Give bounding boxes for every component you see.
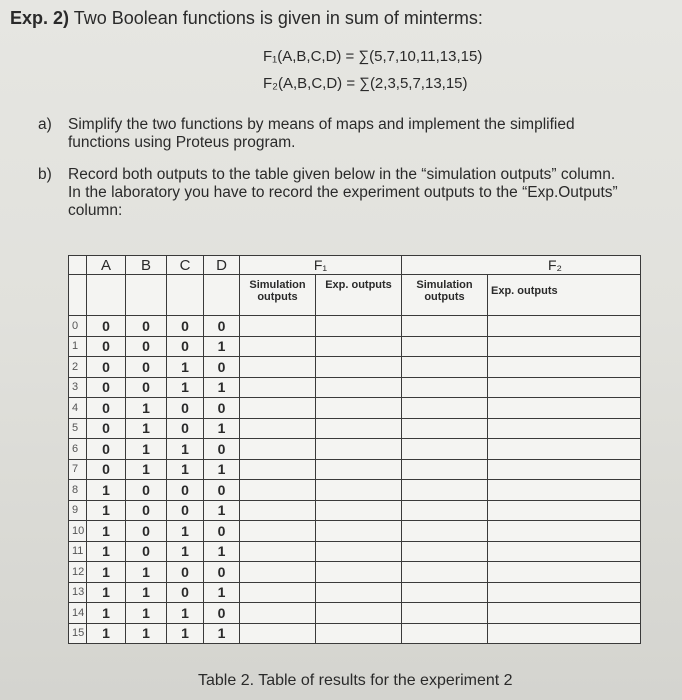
bit-a: 1 [87, 582, 126, 603]
row-index: 10 [69, 521, 87, 542]
bit-b: 1 [126, 582, 167, 603]
exp1-cell [316, 459, 402, 480]
header-index [69, 256, 87, 275]
exp2-cell [488, 418, 641, 439]
header-d: D [204, 256, 240, 275]
table-row [69, 521, 641, 542]
exp2-cell [488, 357, 641, 378]
subheader-row [69, 275, 641, 316]
bit-c: 0 [167, 500, 204, 521]
exp2-cell [488, 582, 641, 603]
exp1-cell [316, 603, 402, 624]
table-row [69, 582, 641, 603]
exp1-cell [316, 377, 402, 398]
bit-d: 0 [204, 562, 240, 583]
bit-c: 1 [167, 541, 204, 562]
equation-f1: F₁(A,B,C,D) = ∑(5,7,10,11,13,15) [263, 48, 483, 65]
exp1-cell [316, 480, 402, 501]
exp1-cell [316, 582, 402, 603]
table-row [69, 500, 641, 521]
exp2-cell [488, 500, 641, 521]
bit-b: 1 [126, 439, 167, 460]
exp2-cell [488, 623, 641, 644]
header-b: B [126, 256, 167, 275]
exp2-cell [488, 336, 641, 357]
bit-a: 0 [87, 377, 126, 398]
bit-c: 1 [167, 603, 204, 624]
sim2-cell [402, 582, 488, 603]
sim2-cell [402, 439, 488, 460]
bit-a: 1 [87, 480, 126, 501]
bit-c: 0 [167, 418, 204, 439]
bit-a: 1 [87, 500, 126, 521]
sim2-cell [402, 562, 488, 583]
bit-d: 1 [204, 336, 240, 357]
bit-d: 1 [204, 582, 240, 603]
row-index: 1 [69, 336, 87, 357]
table-row [69, 562, 641, 583]
exp2-cell [488, 439, 641, 460]
bit-c: 1 [167, 459, 204, 480]
sim2-cell [402, 623, 488, 644]
bit-d: 1 [204, 623, 240, 644]
table-row [69, 439, 641, 460]
sim1-cell [240, 357, 316, 378]
bit-c: 0 [167, 480, 204, 501]
item-a-line1: Simplify the two functions by means of maps and implement the simplified [68, 116, 575, 133]
bit-b: 0 [126, 480, 167, 501]
bit-d: 0 [204, 439, 240, 460]
exp1-header: Exp. outputs [316, 275, 402, 316]
bit-d: 1 [204, 500, 240, 521]
bit-a: 1 [87, 541, 126, 562]
sim1-cell [240, 398, 316, 419]
table-row [69, 623, 641, 644]
bit-a: 0 [87, 459, 126, 480]
bit-a: 0 [87, 398, 126, 419]
bit-b: 0 [126, 316, 167, 337]
bit-d: 0 [204, 603, 240, 624]
exp2-cell [488, 541, 641, 562]
bit-d: 1 [204, 418, 240, 439]
bit-d: 1 [204, 459, 240, 480]
sim2-cell [402, 500, 488, 521]
bit-b: 0 [126, 357, 167, 378]
equation-f2: F₂(A,B,C,D) = ∑(2,3,5,7,13,15) [263, 75, 468, 92]
exp1-cell [316, 418, 402, 439]
bit-d: 1 [204, 541, 240, 562]
exp2-cell [488, 459, 641, 480]
bit-d: 1 [204, 377, 240, 398]
table-row [69, 480, 641, 501]
item-a-line2: functions using Proteus program. [68, 134, 296, 151]
exercise-text: Two Boolean functions is given in sum of minterms: [73, 8, 483, 28]
sim1-header: Simulation outputs [240, 275, 316, 316]
bit-b: 0 [126, 377, 167, 398]
bit-b: 1 [126, 398, 167, 419]
sim2-cell [402, 418, 488, 439]
instruction-a [38, 116, 648, 152]
bit-b: 1 [126, 418, 167, 439]
sim2-cell [402, 459, 488, 480]
exp2-cell [488, 562, 641, 583]
bit-d: 0 [204, 357, 240, 378]
row-index: 2 [69, 357, 87, 378]
bit-d: 0 [204, 398, 240, 419]
exp1-cell [316, 439, 402, 460]
exp1-cell [316, 398, 402, 419]
sim2-cell [402, 357, 488, 378]
item-a-label: a) [38, 116, 52, 133]
bit-d: 0 [204, 480, 240, 501]
bit-b: 0 [126, 500, 167, 521]
header-a: A [87, 256, 126, 275]
sim2-cell [402, 603, 488, 624]
bit-c: 1 [167, 357, 204, 378]
sim1-cell [240, 459, 316, 480]
sim1-cell [240, 541, 316, 562]
instruction-b [38, 166, 678, 220]
item-b-label: b) [38, 166, 52, 183]
bit-a: 1 [87, 521, 126, 542]
sim1-cell [240, 336, 316, 357]
sim1-cell [240, 418, 316, 439]
sim2-cell [402, 377, 488, 398]
exp1-cell [316, 500, 402, 521]
bit-a: 1 [87, 623, 126, 644]
row-index: 13 [69, 582, 87, 603]
exp1-cell [316, 562, 402, 583]
row-index: 0 [69, 316, 87, 337]
row-index: 8 [69, 480, 87, 501]
exp2-cell [488, 521, 641, 542]
exp2-header: Exp. outputs [488, 275, 641, 316]
bit-c: 0 [167, 336, 204, 357]
table-row [69, 316, 641, 337]
bit-b: 0 [126, 541, 167, 562]
bit-a: 0 [87, 439, 126, 460]
sim1-cell [240, 582, 316, 603]
bit-a: 1 [87, 562, 126, 583]
truth-table-body [69, 316, 641, 644]
bit-b: 1 [126, 603, 167, 624]
bit-a: 1 [87, 603, 126, 624]
exp1-cell [316, 336, 402, 357]
exp2-cell [488, 603, 641, 624]
sim2-cell [402, 521, 488, 542]
table-row [69, 357, 641, 378]
exp1-cell [316, 541, 402, 562]
sim1-cell [240, 316, 316, 337]
sim2-cell [402, 541, 488, 562]
exp2-cell [488, 480, 641, 501]
bit-d: 0 [204, 521, 240, 542]
row-index: 5 [69, 418, 87, 439]
sim2-cell [402, 336, 488, 357]
table-row [69, 459, 641, 480]
bit-d: 0 [204, 316, 240, 337]
sim1-cell [240, 480, 316, 501]
sim1-cell [240, 500, 316, 521]
exp1-cell [316, 623, 402, 644]
bit-b: 1 [126, 459, 167, 480]
table-row [69, 418, 641, 439]
bit-a: 0 [87, 316, 126, 337]
table-row [69, 377, 641, 398]
header-row [69, 256, 641, 275]
row-index: 4 [69, 398, 87, 419]
bit-b: 0 [126, 521, 167, 542]
bit-a: 0 [87, 357, 126, 378]
bit-c: 1 [167, 377, 204, 398]
row-index: 7 [69, 459, 87, 480]
exp2-cell [488, 377, 641, 398]
bit-c: 0 [167, 316, 204, 337]
bit-c: 0 [167, 582, 204, 603]
results-table [68, 255, 641, 644]
bit-c: 0 [167, 398, 204, 419]
exp2-cell [488, 398, 641, 419]
table-caption: Table 2. Table of results for the experiment 2 [198, 672, 513, 689]
header-c: C [167, 256, 204, 275]
exp1-cell [316, 357, 402, 378]
sim2-cell [402, 398, 488, 419]
exp2-cell [488, 316, 641, 337]
item-b-line3: column: [68, 202, 123, 219]
row-index: 6 [69, 439, 87, 460]
bit-c: 1 [167, 521, 204, 542]
sim2-cell [402, 480, 488, 501]
exp1-cell [316, 316, 402, 337]
bit-b: 1 [126, 562, 167, 583]
table-row [69, 603, 641, 624]
item-b-line1: Record both outputs to the table given below in the “simulation outputs” column. [68, 166, 616, 183]
sim1-cell [240, 623, 316, 644]
sim2-header: Simulation outputs [402, 275, 488, 316]
sim1-cell [240, 603, 316, 624]
bit-a: 0 [87, 418, 126, 439]
table-row [69, 541, 641, 562]
sim1-cell [240, 562, 316, 583]
row-index: 3 [69, 377, 87, 398]
bit-b: 1 [126, 623, 167, 644]
sim1-cell [240, 439, 316, 460]
bit-c: 0 [167, 562, 204, 583]
sim2-cell [402, 316, 488, 337]
row-index: 11 [69, 541, 87, 562]
exp1-cell [316, 521, 402, 542]
row-index: 14 [69, 603, 87, 624]
header-f1: F₁ [240, 256, 402, 275]
row-index: 15 [69, 623, 87, 644]
sim1-cell [240, 521, 316, 542]
bit-b: 0 [126, 336, 167, 357]
bit-c: 1 [167, 623, 204, 644]
exercise-title [10, 8, 483, 29]
exercise-label: Exp. 2) [10, 8, 70, 28]
row-index: 9 [69, 500, 87, 521]
row-index: 12 [69, 562, 87, 583]
table-row [69, 336, 641, 357]
header-f2: F₂ [402, 256, 641, 275]
bit-a: 0 [87, 336, 126, 357]
item-b-line2: In the laboratory you have to record the experiment outputs to the “Exp.Outputs” [68, 184, 618, 201]
sim1-cell [240, 377, 316, 398]
table-row [69, 398, 641, 419]
bit-c: 1 [167, 439, 204, 460]
